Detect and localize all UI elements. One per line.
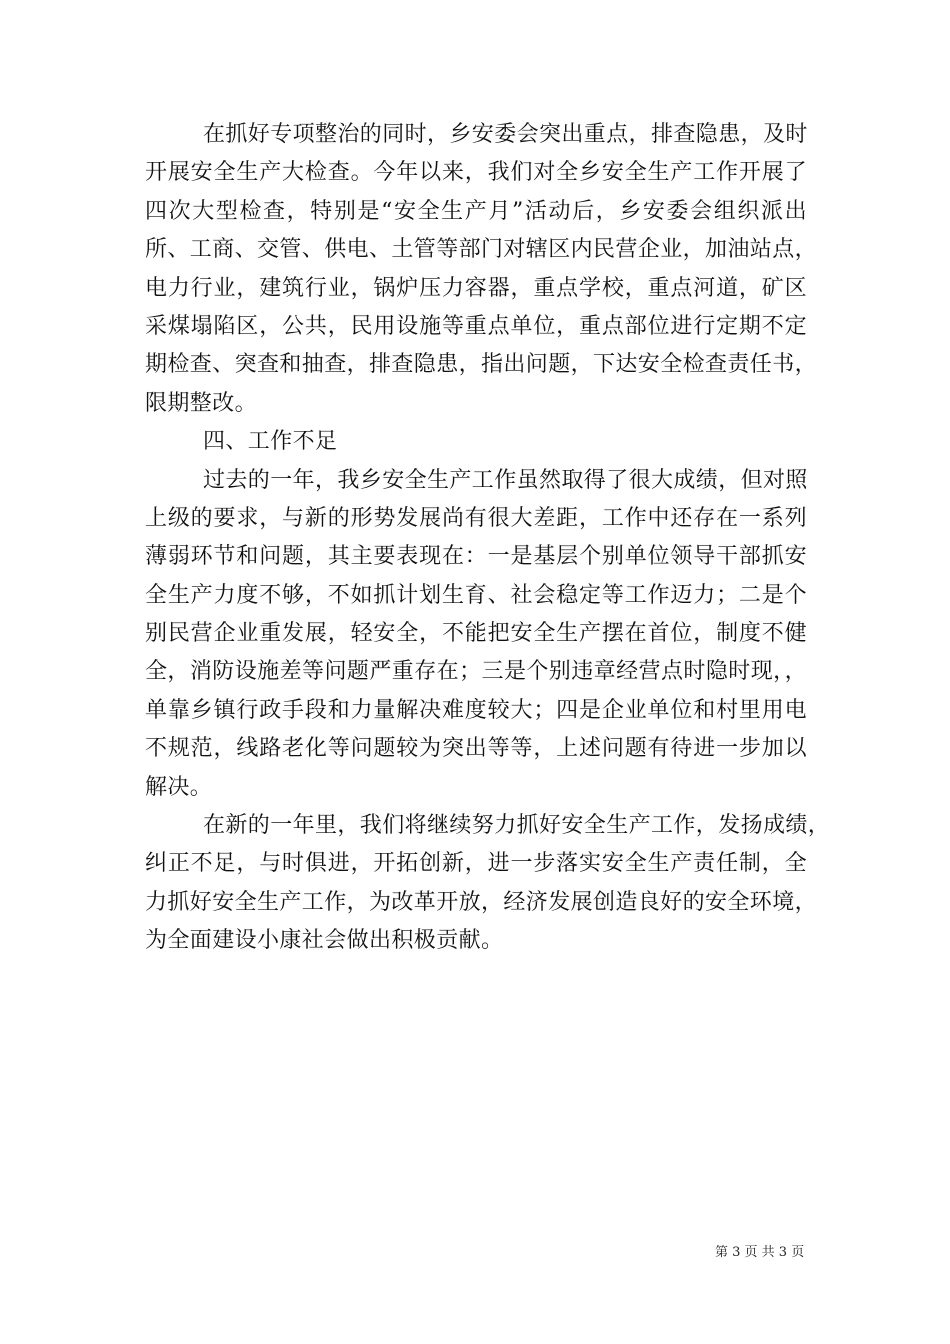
paragraph-line: 电力行业，建筑行业，锅炉压力容器，重点学校，重点河道，矿区 <box>145 275 807 301</box>
section-heading: 四、工作不足 <box>203 429 338 455</box>
paragraph-line: 开展安全生产大检查。今年以来，我们对全乡安全生产工作开展了 <box>145 160 807 186</box>
paragraph-line: 在抓好专项整治的同时，乡安委会突出重点，排查隐患，及时 <box>203 122 808 147</box>
paragraph-line: 全，消防设施差等问题严重存在；三是个别违章经营点时隐时现，， <box>145 659 807 685</box>
paragraph-line: 限期整改。 <box>145 390 258 416</box>
paragraph-line: 在新的一年里，我们将继续努力抓好安全生产工作，发扬成绩， <box>203 813 831 839</box>
paragraph-line: 不规范，线路老化等问题较为突出等等，上述问题有待进一步加以 <box>145 736 807 762</box>
paragraph-line: 薄弱环节和问题，其主要表现在：一是基层个别单位领导干部抓安 <box>145 544 807 570</box>
paragraph-line: 上级的要求，与新的形势发展尚有很大差距，工作中还存在一系列 <box>145 505 807 531</box>
paragraph-line: 四次大型检查，特别是“安全生产月”活动后，乡安委会组织派出 <box>145 198 807 224</box>
paragraph-line: 纠正不足，与时俱进，开拓创新，进一步落实安全生产责任制，全 <box>145 851 807 877</box>
paragraph-line: 单靠乡镇行政手段和力量解决难度较大；四是企业单位和村里用电 <box>145 697 807 723</box>
paragraph-line: 过去的一年，我乡安全生产工作虽然取得了很大成绩，但对照 <box>203 467 808 493</box>
paragraph-line: 期检查、突查和抽查，排查隐患，指出问题，下达安全检查责任书， <box>145 352 818 378</box>
paragraph-line: 所、工商、交管、供电、土管等部门对辖区内民营企业，加油站点， <box>145 237 818 263</box>
paragraph-line: 别民营企业重发展，轻安全，不能把安全生产摆在首位，制度不健 <box>145 621 807 647</box>
document-body <box>145 116 831 961</box>
paragraph-line: 为全面建设小康社会做出积极贡献。 <box>145 928 504 954</box>
paragraph-line: 采煤塌陷区，公共，民用设施等重点单位，重点部位进行定期不定 <box>145 313 807 339</box>
page-number: 第 3 页 共 3 页 <box>715 1245 805 1260</box>
paragraph-line: 解决。 <box>145 774 213 800</box>
paragraph-line: 全生产力度不够，不如抓计划生育、社会稳定等工作迈力；二是个 <box>145 582 807 608</box>
paragraph-line: 力抓好安全生产工作，为改革开放，经济发展创造良好的安全环境， <box>145 889 818 915</box>
